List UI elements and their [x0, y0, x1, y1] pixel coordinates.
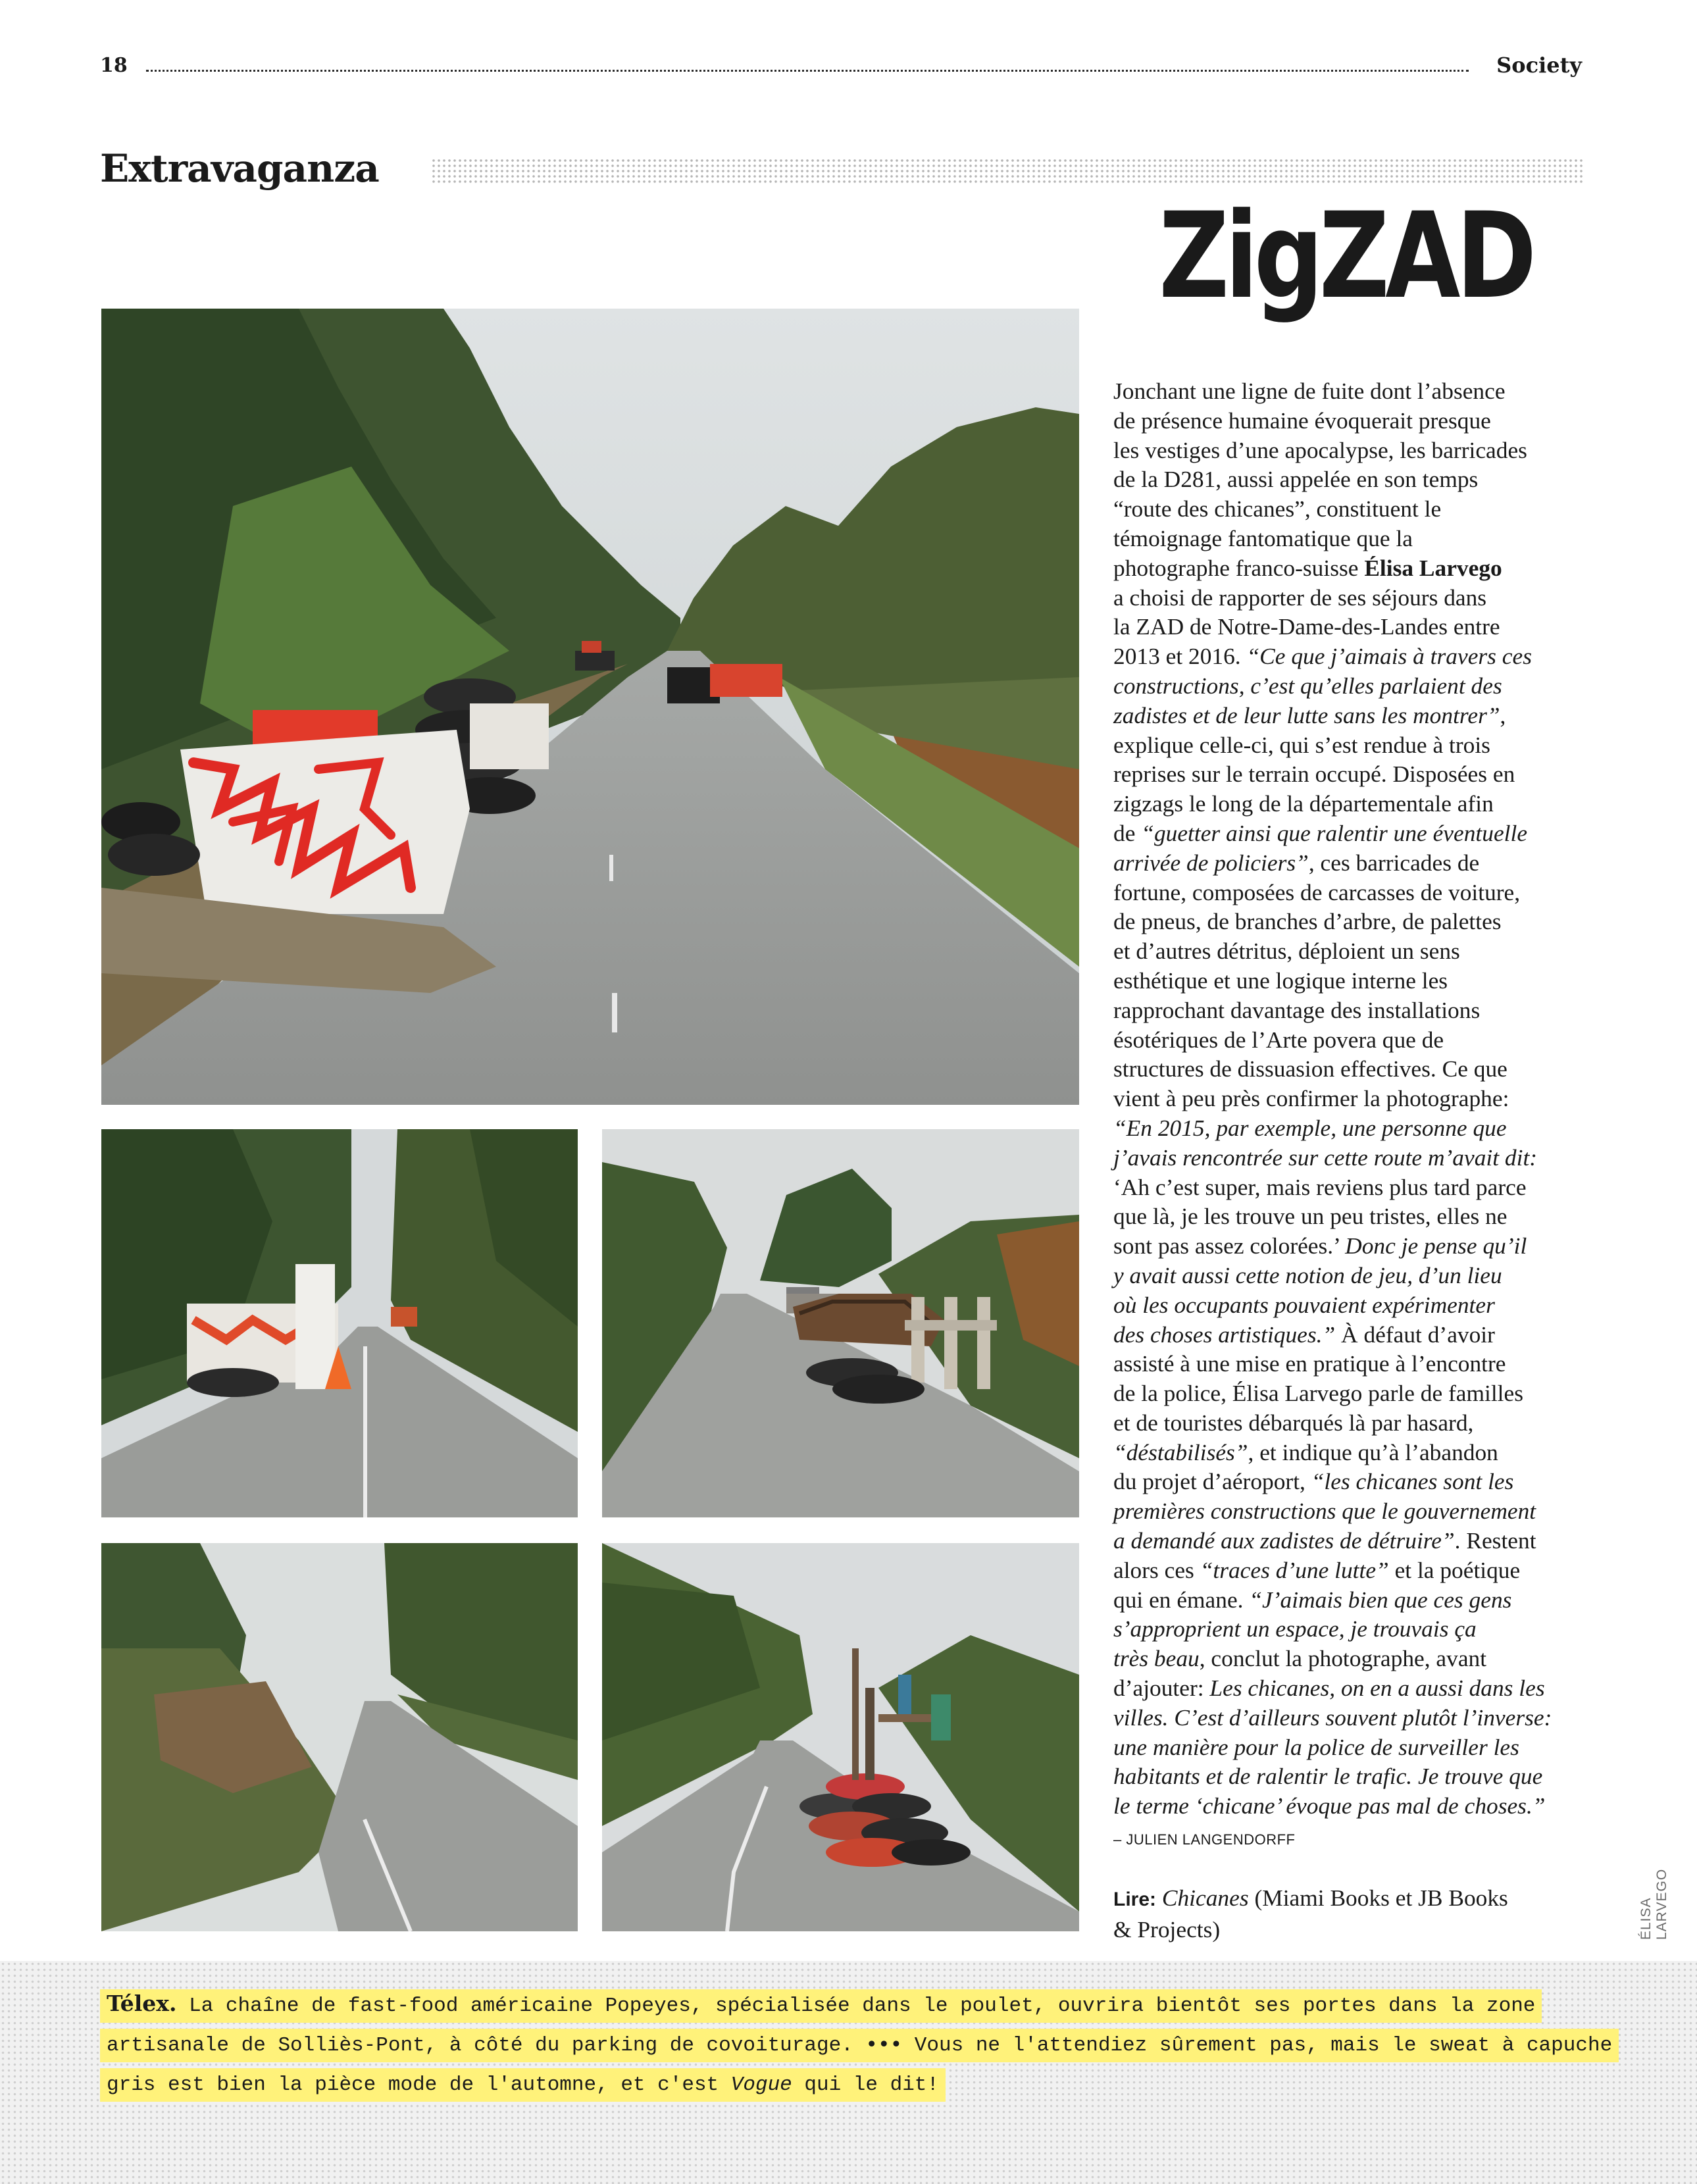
article-text-run: vient à peu près confirmer la photographe: — [1113, 1085, 1509, 1112]
article-line — [1113, 1673, 1600, 1703]
article-text-run: reprises sur le terrain occupé. Disposées en — [1113, 761, 1515, 788]
article-line — [1113, 1320, 1600, 1350]
article-text-run: fortune, composées de carcasses de voiture, — [1113, 878, 1521, 905]
article-text-run: , et indique qu’à l’abandon — [1248, 1438, 1498, 1465]
article-text-run: explique celle-ci, qui s’est rendue à trois — [1113, 731, 1490, 758]
telex-text-run: La chaîne de fast-food américaine Popeyes, spécialisée dans le poulet, ouvrira bientôt ses portes dans la zone — [176, 1994, 1536, 2018]
telex-line — [100, 1984, 1619, 2026]
article-text-run: de — [1113, 819, 1142, 846]
telex-label: Télex. — [107, 1991, 177, 2016]
telex-text-run: Vogue — [730, 2073, 792, 2096]
barricade-cone-photo — [101, 1129, 578, 1517]
telex-text-run: Vous ne l'attendiez sûrement pas, mais le sweat à capuche — [902, 2034, 1613, 2057]
article-line — [1113, 1496, 1600, 1526]
article-text-run: s’approprient un espace, je trouvais ça — [1113, 1615, 1477, 1642]
article-line — [1113, 1173, 1600, 1202]
article-line — [1113, 1054, 1600, 1084]
article-text-run: de pneus, de branches d’arbre, de palettes — [1113, 908, 1502, 935]
tire-barricade-photo — [602, 1543, 1079, 1931]
publication-name: Society — [1496, 53, 1582, 78]
article-text-run: Élisa Larvego — [1364, 554, 1502, 581]
article-text-run: villes. C’est d’ailleurs souvent plutôt l’inverse: — [1113, 1704, 1552, 1731]
article-text-run: “Ce que j’aimais à travers ces — [1246, 643, 1532, 670]
article-line — [1113, 1438, 1600, 1467]
article-text-run: Jonchant une ligne de fuite dont l’absence — [1113, 378, 1506, 404]
article-text-run: “les chicanes sont les — [1311, 1468, 1514, 1495]
article-text-run: les vestiges d’une apocalypse, les barricades — [1113, 436, 1527, 463]
article-line — [1113, 406, 1600, 436]
further-reading — [1113, 1883, 1600, 1944]
article-text-run: a choisi de rapporter de ses séjours dans — [1113, 584, 1487, 611]
article-line — [1113, 1556, 1600, 1585]
further-reading-label: Lire: — [1113, 1889, 1157, 1910]
article-line — [1113, 1644, 1600, 1673]
article-line — [1113, 1202, 1600, 1231]
article-line — [1113, 524, 1600, 553]
article-line — [1113, 1762, 1600, 1791]
article-text-run: arrivée de policiers” — [1113, 849, 1309, 876]
article-line — [1113, 701, 1600, 730]
article-body — [1113, 376, 1600, 1821]
article-line — [1113, 759, 1600, 789]
article-line — [1113, 730, 1600, 760]
article-text-run: assisté à une mise en pratique à l’encontre — [1113, 1350, 1506, 1377]
article-line — [1113, 966, 1600, 996]
article-line — [1113, 789, 1600, 819]
article-text-run: ‘Ah c’est super, mais reviens plus tard parce — [1113, 1173, 1527, 1200]
article-text-run: , conclut la photographe, avant — [1199, 1645, 1487, 1672]
article-text-run: et de touristes débarqués là par hasard, — [1113, 1409, 1474, 1436]
telex-news-brief — [100, 1984, 1619, 2105]
article-line — [1113, 642, 1600, 671]
article-text-run: Donc je pense qu’il — [1345, 1232, 1527, 1259]
article-text-run: de présence humaine évoquerait presque — [1113, 407, 1491, 434]
article-text-run: habitants et de ralentir le trafic. Je trouve que — [1113, 1763, 1543, 1790]
article-line — [1113, 1585, 1600, 1615]
article-line — [1113, 583, 1600, 613]
telex-separator: ••• — [865, 2034, 903, 2057]
article-text-run: de la D281, aussi appelée en son temps — [1113, 466, 1479, 493]
article-line — [1113, 1261, 1600, 1290]
article-line — [1113, 494, 1600, 524]
article-line — [1113, 848, 1600, 878]
photo-car-wreck — [602, 1129, 1079, 1517]
article-line — [1113, 1614, 1600, 1644]
article-text-run: qui en émane. — [1113, 1586, 1250, 1613]
book-publisher-continued: & Projects) — [1113, 1916, 1221, 1943]
telex-highlight — [100, 2068, 946, 2102]
page-number: 18 — [100, 54, 128, 77]
article-text-run: “J’aimais bien que ces gens — [1249, 1586, 1512, 1613]
article-line — [1113, 907, 1600, 936]
article-text-run: esthétique et une logique interne les — [1113, 967, 1448, 994]
article-text-run: photographe franco-suisse — [1113, 554, 1365, 581]
article-text-run: où les occupants pouvaient expérimenter — [1113, 1291, 1495, 1318]
section-label: Extravaganza — [100, 146, 379, 191]
article-line — [1113, 1408, 1600, 1438]
article-line — [1113, 878, 1600, 907]
article-line — [1113, 1113, 1600, 1143]
telex-text-run: artisanale de Solliès-Pont, à côté du parking de covoiturage. — [107, 2034, 866, 2057]
article-text-run: zadistes et de leur lutte sans les montrer” — [1113, 701, 1500, 728]
road-barricades-photo — [101, 309, 1079, 1105]
section-dotted-pattern — [431, 158, 1583, 184]
article-text-run: ésotériques de l’Arte povera que de — [1113, 1026, 1444, 1053]
article-line — [1113, 936, 1600, 966]
article-text-run: “traces d’une lutte” — [1200, 1556, 1389, 1583]
photo-credit: ÉLISA LARVEGO — [1638, 1868, 1669, 1940]
article-text-run: de la police, Élisa Larvego parle de familles — [1113, 1380, 1523, 1407]
author-byline: – JULIEN LANGENDORFF — [1113, 1831, 1296, 1848]
article-line — [1113, 436, 1600, 465]
article-text-run: “route des chicanes”, constituent le — [1113, 495, 1442, 522]
article-line — [1113, 1526, 1600, 1556]
article-text-run: j’avais rencontrée sur cette route m’avait dit: — [1113, 1144, 1538, 1171]
article-line — [1113, 1379, 1600, 1408]
article-line — [1113, 996, 1600, 1025]
article-text-run: la ZAD de Notre-Dame-des-Landes entre — [1113, 613, 1500, 640]
article-text-run: À défaut d’avoir — [1335, 1321, 1495, 1348]
article-headline: ZigZAD — [1159, 188, 1532, 325]
photo-tire-barricade — [602, 1543, 1079, 1931]
telex-line — [100, 2026, 1619, 2066]
article-text-run: alors ces — [1113, 1556, 1200, 1583]
telex-line — [100, 2066, 1619, 2105]
car-wreck-barricade-photo — [602, 1129, 1079, 1517]
book-title: Chicanes — [1161, 1885, 1249, 1911]
article-text-run: des choses artistiques.” — [1113, 1321, 1336, 1348]
photo-barricade-cone — [101, 1129, 578, 1517]
article-text-run: Les chicanes, on en a aussi dans les — [1209, 1675, 1545, 1702]
article-text-run: du projet d’aéroport, — [1113, 1468, 1311, 1495]
article-text-run: 2013 et 2016. — [1113, 643, 1247, 670]
article-line — [1113, 671, 1600, 701]
telex-highlight — [100, 1989, 1542, 2023]
article-text-run: le terme ‘chicane’ évoque pas mal de choses.” — [1113, 1792, 1546, 1819]
article-text-run: . Restent — [1454, 1527, 1536, 1554]
article-line — [1113, 1467, 1600, 1496]
article-text-run: , ces barricades de — [1308, 849, 1480, 876]
article-text-run: que là, je les trouve un peu tristes, elles ne — [1113, 1203, 1507, 1230]
article-line — [1113, 1349, 1600, 1379]
article-text-run: “En 2015, par exemple, une personne que — [1113, 1114, 1507, 1141]
article-text-run: sont pas assez colorées.’ — [1113, 1232, 1346, 1259]
article-text-run: une manière pour la police de surveiller les — [1113, 1733, 1519, 1760]
article-line — [1113, 1231, 1600, 1261]
article-line — [1113, 1703, 1600, 1733]
main-photo — [101, 309, 1079, 1105]
article-text-run: rapprochant davantage des installations — [1113, 996, 1481, 1023]
article-text-run: a demandé aux zadistes de détruire” — [1113, 1527, 1455, 1554]
telex-text-run: qui le dit! — [792, 2073, 940, 2096]
article-line — [1113, 1733, 1600, 1762]
photo-overgrown-road — [101, 1543, 578, 1931]
telex-highlight — [100, 2029, 1619, 2062]
article-line — [1113, 376, 1600, 406]
article-text-run: et d’autres détritus, déploient un sens — [1113, 938, 1460, 965]
article-text-run: premières constructions que le gouvernement — [1113, 1498, 1536, 1525]
article-line — [1113, 1084, 1600, 1113]
article-text-run: y avait aussi cette notion de jeu, d’un lieu — [1113, 1261, 1502, 1288]
article-text-run: constructions, c’est qu’elles parlaient des — [1113, 672, 1502, 699]
article-text-run: très beau — [1113, 1645, 1200, 1672]
article-line — [1113, 612, 1600, 642]
telex-text-run: gris est bien la pièce mode de l'automne, et c'est — [107, 2073, 731, 2096]
article-line — [1113, 553, 1600, 583]
overgrown-road-photo — [101, 1543, 578, 1931]
article-text-run: , — [1500, 701, 1506, 728]
article-line — [1113, 1143, 1600, 1173]
article-text-run: d’ajouter: — [1113, 1675, 1210, 1702]
article-text-run: “guetter ainsi que ralentir une éventuelle — [1141, 819, 1528, 846]
article-text-run: et la poétique — [1388, 1556, 1521, 1583]
article-text-run: structures de dissuasion effectives. Ce que — [1113, 1055, 1507, 1082]
article-line — [1113, 819, 1600, 848]
book-publisher: (Miami Books et JB Books — [1248, 1885, 1508, 1911]
article-text-run: témoignage fantomatique que la — [1113, 524, 1413, 551]
article-line — [1113, 1791, 1600, 1821]
article-line — [1113, 1290, 1600, 1320]
article-text-run: “déstabilisés” — [1113, 1438, 1248, 1465]
article-text-run: zigzags le long de la départementale afin — [1113, 790, 1494, 817]
header-dotted-rule — [146, 70, 1469, 72]
article-line — [1113, 1025, 1600, 1055]
article-line — [1113, 465, 1600, 494]
